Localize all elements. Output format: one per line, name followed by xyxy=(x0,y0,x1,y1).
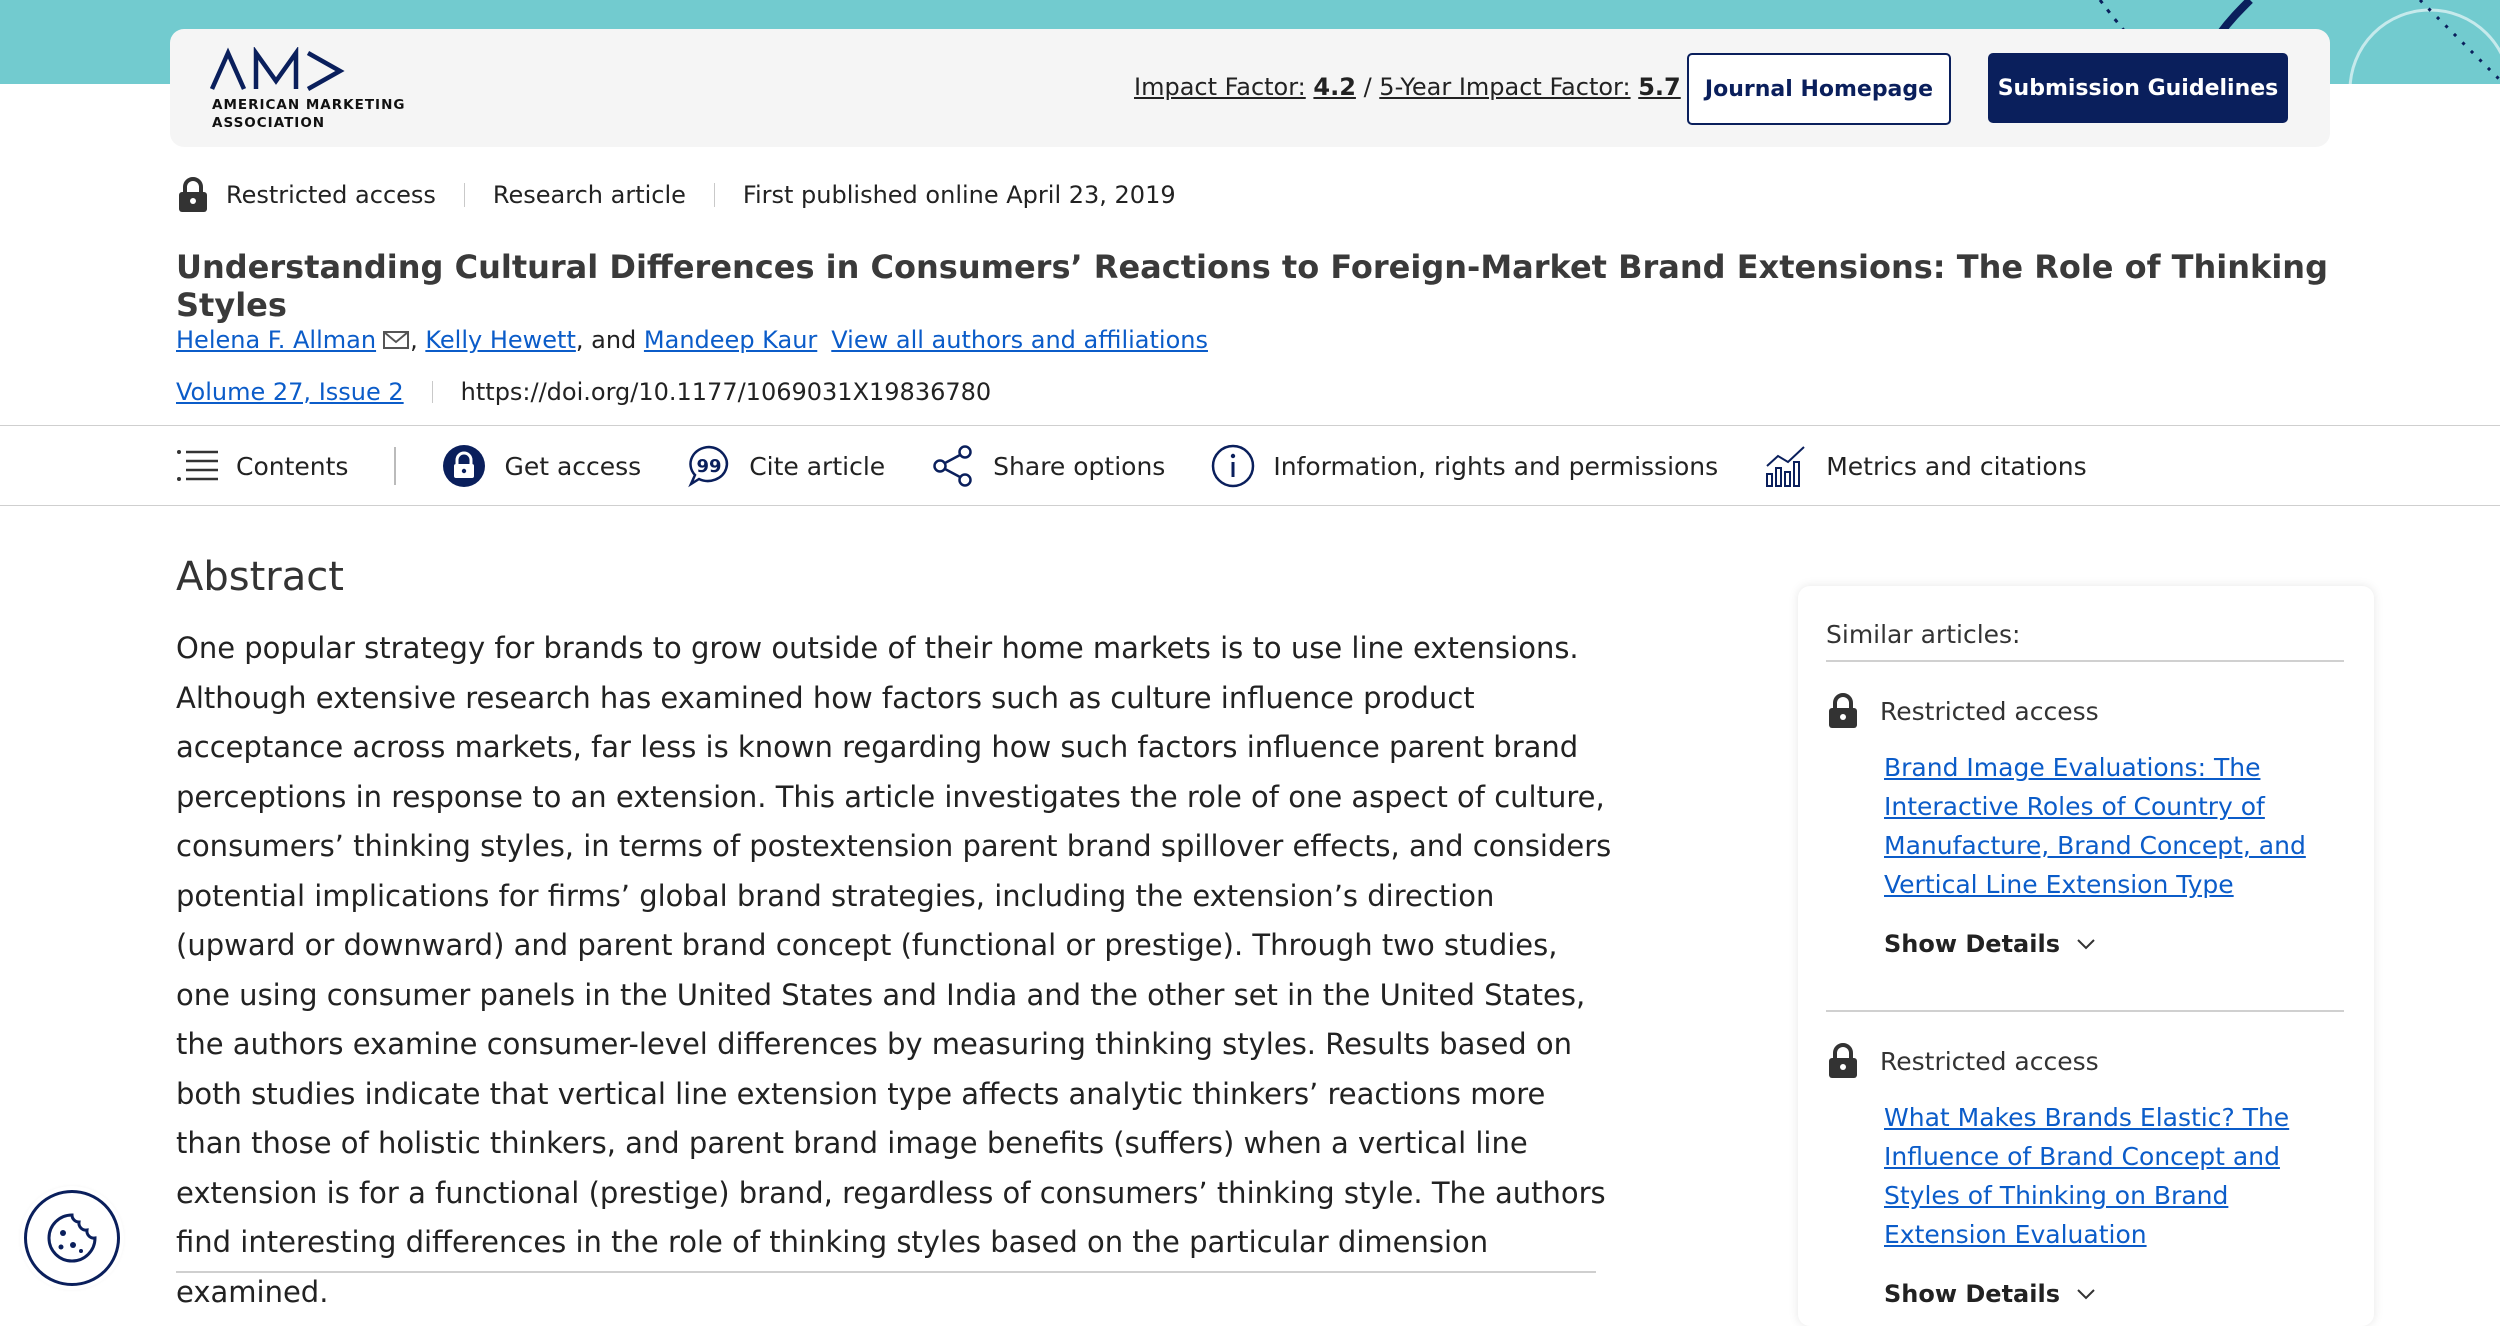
info-label: Information, rights and permissions xyxy=(1273,451,1719,481)
similar-article-link-wrap xyxy=(1884,748,2354,904)
article-meta xyxy=(176,176,1176,214)
abstract-text: One popular strategy for brands to grow outside of their home markets is to use line extensions. Although extensive research has examined how factors such as culture influence product acceptance across markets, far less is known regarding how such factors influence parent brand perceptions in response to an extension. This article investigates the role of one aspect of culture, consumers’ thinking styles, in terms of postextension parent brand spillover effects, and considers potential implications for firms’ global brand strategies, including the extension’s direction (upward or downward) and parent brand concept (functional or prestige). Through two studies, one using consumer panels in the United States and India and the other set in the United States, the authors examine consumer-level differences by measuring thinking styles. Results based on both studies indicate that vertical line extension type affects analytic thinkers’ reactions more than those of holistic thinkers, and parent brand image benefits (suffers) when a vertical line extension is for a functional (prestige) brand, regardless of consumers’ thinking style. The authors find interesting differences in the role of thinking styles based on the particular dimension examined. xyxy=(176,631,1612,1309)
information-button[interactable] xyxy=(1211,444,1718,488)
show-details-label: Show Details xyxy=(1884,1280,2060,1308)
divider xyxy=(1826,1010,2344,1012)
article-toolbar xyxy=(176,440,2133,492)
similar-access xyxy=(1826,692,2344,730)
info-icon xyxy=(1211,444,1255,488)
article-type: Research article xyxy=(492,181,686,209)
impact-sep: / xyxy=(1363,73,1372,101)
similar-article-link[interactable]: Brand Image Evaluations: The Interactive Roles of Country of Manufacture, Brand Concept, and Vertical Line Extension Type xyxy=(1884,753,2306,899)
journal-homepage-button[interactable]: Journal Homepage xyxy=(1687,53,1951,125)
divider xyxy=(1826,660,2344,662)
lock-icon xyxy=(1826,1042,1860,1080)
impact-label: Impact Factor: xyxy=(1134,73,1306,101)
journal-masthead xyxy=(170,29,2330,147)
author-sep: , and xyxy=(575,326,637,354)
five-year-value: 5.7 xyxy=(1638,73,1681,101)
cookie-icon xyxy=(45,1211,99,1265)
similar-articles-panel xyxy=(1798,586,2374,1326)
quote-icon xyxy=(687,444,731,488)
author-list xyxy=(176,326,1208,354)
ama-logo-mark xyxy=(208,47,348,97)
toolbar-top-rule xyxy=(0,425,2500,426)
doi-text[interactable]: https://doi.org/10.1177/1069031X19836780 xyxy=(460,378,992,406)
logo-line-1: AMERICAN MARKETING xyxy=(212,97,406,113)
abstract-heading: Abstract xyxy=(176,554,344,600)
impact-factor[interactable] xyxy=(1134,73,1681,101)
impact-value: 4.2 xyxy=(1313,73,1356,101)
published-date: First published online April 23, 2019 xyxy=(742,181,1176,209)
share-label: Share options xyxy=(993,451,1166,481)
share-icon xyxy=(931,444,975,488)
ama-logo[interactable] xyxy=(208,47,348,101)
toolbar-divider xyxy=(394,447,396,485)
svg-text:99: 99 xyxy=(696,456,722,477)
share-options-button[interactable] xyxy=(931,444,1165,488)
toolbar-bottom-rule xyxy=(0,505,2500,506)
lock-circle-icon xyxy=(442,444,486,488)
metrics-label: Metrics and citations xyxy=(1826,451,2087,481)
author-sep: , xyxy=(410,326,418,354)
similar-article-link[interactable]: What Makes Brands Elastic? The Influence of Brand Concept and Styles of Thinking on Brand Extension Evaluation xyxy=(1884,1103,2290,1249)
contents-label: Contents xyxy=(236,451,349,481)
chevron-down-icon xyxy=(2076,937,2096,951)
mail-icon[interactable] xyxy=(382,329,410,351)
view-all-authors-link[interactable]: View all authors and affiliations xyxy=(831,326,1208,354)
similar-access xyxy=(1826,1042,2344,1080)
similar-article-item xyxy=(1826,1042,2344,1308)
abstract-rule xyxy=(176,1271,1596,1273)
five-year-label: 5-Year Impact Factor: xyxy=(1379,73,1631,101)
access-status: Restricted access xyxy=(226,181,436,209)
similar-article-item xyxy=(1826,692,2344,958)
article-title: Understanding Cultural Differences in Consumers’ Reactions to Foreign-Market Brand Extensions: The Role of Thinking Styles xyxy=(176,248,2328,324)
divider xyxy=(464,183,465,207)
submission-guidelines-button[interactable]: Submission Guidelines xyxy=(1988,53,2288,123)
volume-doi xyxy=(176,378,991,406)
logo-line-2: ASSOCIATION xyxy=(212,115,326,131)
cookie-settings-button[interactable] xyxy=(24,1190,120,1286)
author-link[interactable]: Kelly Hewett xyxy=(425,326,576,354)
metrics-button[interactable] xyxy=(1764,444,2086,488)
author-link[interactable]: Helena F. Allman xyxy=(176,326,377,354)
similar-article-link-wrap xyxy=(1884,1098,2354,1254)
cite-label: Cite article xyxy=(749,451,886,481)
access-status: Restricted access xyxy=(1880,696,2099,726)
divider xyxy=(714,183,715,207)
chevron-down-icon xyxy=(2076,1287,2096,1301)
access-status: Restricted access xyxy=(1880,1046,2099,1076)
cite-article-button[interactable] xyxy=(687,444,885,488)
show-details-button[interactable] xyxy=(1884,930,2344,958)
ama-logo-text xyxy=(212,96,405,132)
show-details-label: Show Details xyxy=(1884,930,2060,958)
bar-chart-icon xyxy=(1764,444,1808,488)
lock-icon xyxy=(176,176,210,214)
author-link[interactable]: Mandeep Kaur xyxy=(643,326,818,354)
similar-articles-heading: Similar articles: xyxy=(1826,620,2021,649)
lock-icon xyxy=(1826,692,1860,730)
contents-button[interactable] xyxy=(176,448,348,484)
get-access-label: Get access xyxy=(504,451,642,481)
volume-issue-link[interactable]: Volume 27, Issue 2 xyxy=(176,378,404,406)
get-access-button[interactable] xyxy=(442,444,641,488)
divider xyxy=(432,381,433,403)
show-details-button[interactable] xyxy=(1884,1280,2344,1308)
menu-icon xyxy=(176,448,218,484)
